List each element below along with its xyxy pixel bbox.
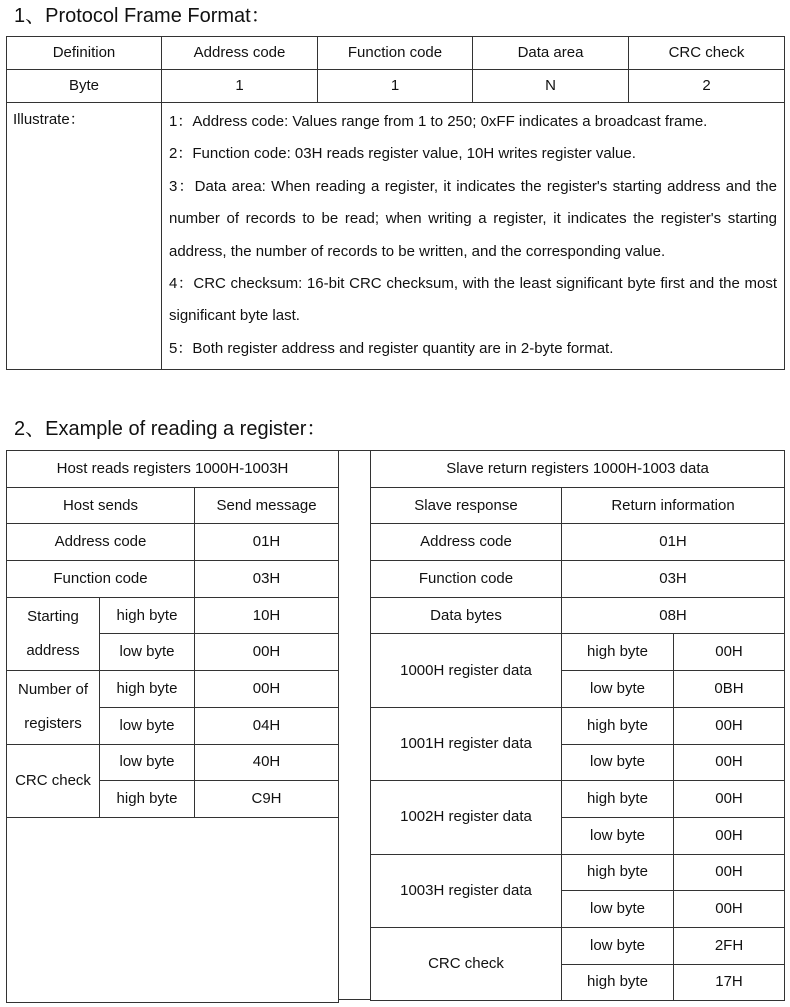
reg-1002-high-row [371,781,785,818]
table-gap [338,450,370,1000]
reg-1001-high-label: high byte [562,707,674,744]
slave-data-bytes-label: Data bytes [371,597,562,634]
slave-function-value: 03H [562,561,785,598]
host-header-row [7,487,339,524]
illustrate-notes [162,103,785,370]
slave-title: Slave return registers 1000H-1003 data [371,451,785,488]
host-crc-low-value: 40H [195,744,339,781]
note-3: 3：Data area: When reading a register, it indicates the register's starting address and the number of records to be read; when writing a register, it indicates the register's starting address, the number of records to be written, and the corresponding value. [169,177,777,260]
slave-header-row [371,487,785,524]
slave-return-table [370,450,785,1001]
host-function-value: 03H [195,561,339,598]
slave-data-bytes-value: 08H [562,597,785,634]
slave-title-row [371,451,785,488]
reg-1001-label: 1001H register data [371,707,562,780]
slave-address-value: 01H [562,524,785,561]
slave-function-label: Function code [371,561,562,598]
byte-address-code: 1 [162,70,318,103]
host-col-header-sends: Host sends [7,487,195,524]
header-function-code: Function code [318,37,473,70]
note-5: 5：Both register address and register quantity are in 2-byte format. [169,339,614,357]
slave-col-header-info: Return information [562,487,785,524]
host-empty-cell [7,817,339,1002]
host-title: Host reads registers 1000H-1003H [7,451,339,488]
host-start-high-row [7,597,339,634]
slave-crc-label: CRC check [371,927,562,1000]
slave-crc-high-label: high byte [562,964,674,1001]
reg-1000-high-row [371,634,785,671]
note-2: 2：Function code: 03H reads register value, 10H writes register value. [169,145,636,163]
byte-data-area: N [473,70,629,103]
reg-1002-high-label: high byte [562,781,674,818]
slave-crc-low-row [371,927,785,964]
host-empty-row [7,817,339,1002]
note-1: 1：Address code: Values range from 1 to 250; 0xFF indicates a broadcast frame. [169,113,708,130]
byte-label: Byte [7,70,162,103]
illustrate-row [7,103,785,370]
host-start-low-value: 00H [195,634,339,671]
reg-1002-low-value: 00H [674,817,785,854]
slave-crc-high-value: 17H [674,964,785,1001]
host-col-header-message: Send message [195,487,339,524]
slave-col-header-response: Slave response [371,487,562,524]
reg-1000-high-label: high byte [562,634,674,671]
reg-1002-low-label: low byte [562,817,674,854]
host-crc-high-label: high byte [100,781,195,818]
header-crc-check: CRC check [629,37,785,70]
host-start-low-label: low byte [100,634,195,671]
num-label-line-2: registers [24,715,82,733]
frame-header-row [7,37,785,70]
reg-1001-high-row [371,707,785,744]
reg-1003-high-value: 00H [674,854,785,891]
reg-1003-low-label: low byte [562,891,674,928]
host-crc-low-row [7,744,339,781]
slave-function-row [371,561,785,598]
host-num-high-value: 00H [195,671,339,708]
protocol-frame-table [6,36,785,370]
host-starting-address-label [7,597,100,670]
host-crc-low-label: low byte [100,744,195,781]
host-num-high-label: high byte [100,671,195,708]
reg-1002-label: 1002H register data [371,781,562,854]
host-start-high-label: high byte [100,597,195,634]
section-2-heading: 2、Example of reading a register： [14,418,327,440]
reg-1000-label: 1000H register data [371,634,562,707]
header-data-area: Data area [473,37,629,70]
host-start-high-value: 10H [195,597,339,634]
num-label-line-1: Number of [17,681,89,699]
reg-1001-low-label: low byte [562,744,674,781]
host-num-registers-label [7,671,100,744]
host-function-row [7,561,339,598]
header-definition: Definition [7,37,162,70]
slave-data-bytes-row [371,597,785,634]
host-crc-label: CRC check [7,744,100,817]
reg-1003-label: 1003H register data [371,854,562,927]
host-address-value: 01H [195,524,339,561]
reg-1001-high-value: 00H [674,707,785,744]
host-num-low-label: low byte [100,707,195,744]
byte-function-code: 1 [318,70,473,103]
note-4: 4：CRC checksum: 16-bit CRC checksum, with the least significant byte first and the most significant byte last. [169,275,777,325]
reg-1003-high-row [371,854,785,891]
slave-crc-low-label: low byte [562,927,674,964]
reg-1002-high-value: 00H [674,781,785,818]
host-address-row [7,524,339,561]
reg-1000-low-label: low byte [562,671,674,708]
slave-crc-low-value: 2FH [674,927,785,964]
header-address-code: Address code [162,37,318,70]
slave-address-label: Address code [371,524,562,561]
starting-label-line-2: address [26,641,80,659]
reg-1000-low-value: 0BH [674,671,785,708]
host-send-table [6,450,339,1003]
host-crc-high-value: C9H [195,781,339,818]
reg-1001-low-value: 00H [674,744,785,781]
reg-1000-high-value: 00H [674,634,785,671]
slave-address-row [371,524,785,561]
starting-label-line-1: Starting [27,607,79,625]
reg-1003-high-label: high byte [562,854,674,891]
host-address-label: Address code [7,524,195,561]
host-num-low-value: 04H [195,707,339,744]
host-title-row [7,451,339,488]
host-num-high-row [7,671,339,708]
host-function-label: Function code [7,561,195,598]
reg-1003-low-value: 00H [674,891,785,928]
frame-byte-row [7,70,785,103]
illustrate-label: Illustrate： [7,103,162,370]
section-1-heading: 1、Protocol Frame Format： [14,5,271,27]
byte-crc-check: 2 [629,70,785,103]
